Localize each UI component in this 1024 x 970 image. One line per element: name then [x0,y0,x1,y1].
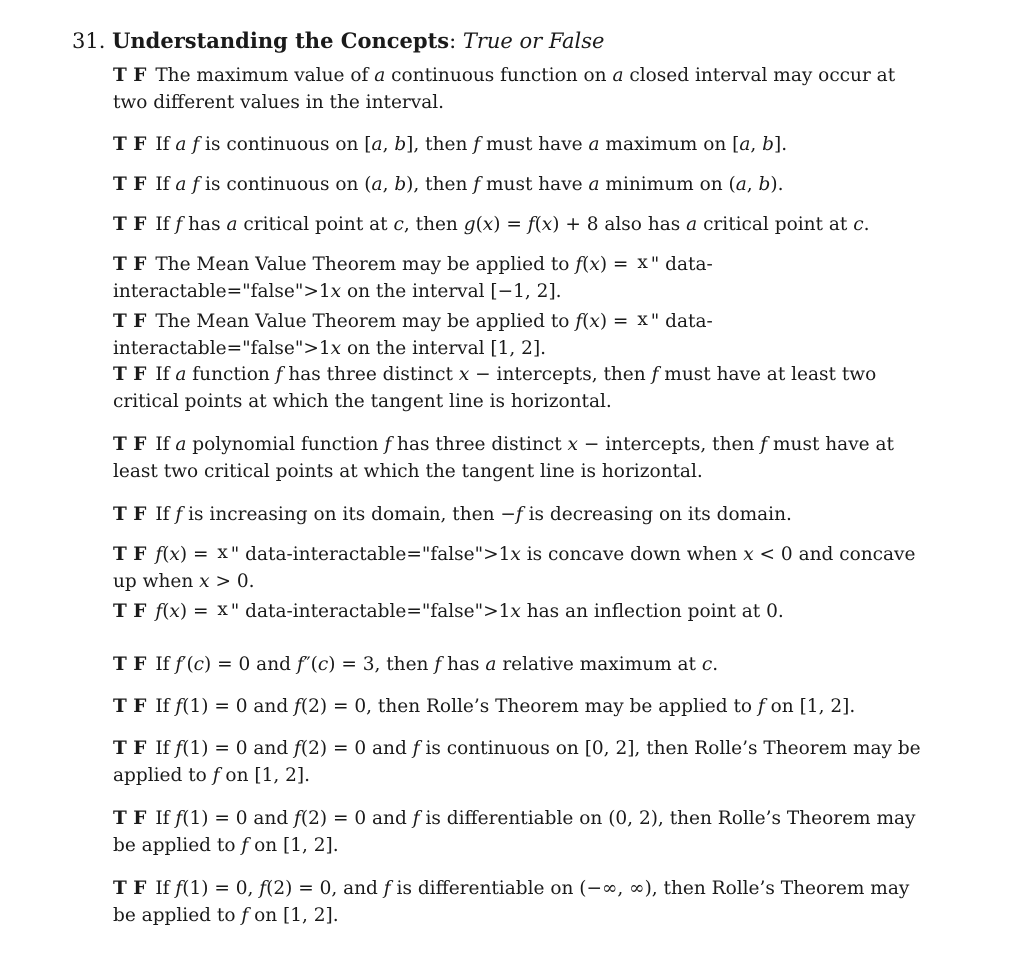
statement-text: f(x) = x " data-interactable="false">1x has an inflection point at 0. [155,598,784,622]
statement-text: If f(1) = 0, f(2) = 0, and f is differentiable on (−∞, ∞), then Rolle’s Theorem may be applied to f on [1, 2]. [113,878,910,926]
true-false-label[interactable]: T F [113,364,147,385]
true-false-label[interactable]: T F [113,738,147,759]
statement-text: If f has a critical point at c, then g(x) = f(x) + 8 also has a critical point at c. [155,214,870,235]
statement-item [113,805,933,859]
statement-text: If a polynomial function f has three distinct x − intercepts, then f must have at least two critical points at which the tangent line is horizontal. [113,434,894,482]
problem-subtitle: True or False [462,29,605,53]
statement-item [113,693,933,720]
problem-title: Understanding the Concepts [112,28,450,53]
statement-item [113,651,933,678]
fraction-one-over-<span class=: x [637,308,648,330]
true-false-label[interactable]: T F [113,214,147,235]
statement-item [113,501,933,528]
statement-item [113,131,933,158]
true-false-label[interactable]: T F [113,311,147,332]
true-false-label[interactable]: T F [113,654,147,675]
statement-item [113,308,933,362]
statement-text: If f(1) = 0 and f(2) = 0 and f is differentiable on (0, 2), then Rolle’s Theorem may be applied to f on [1, 2]. [113,808,916,856]
true-false-label[interactable]: T F [113,504,147,525]
statement-text: f(x) = x " data-interactable="false">1x is concave down when x < 0 and concave up when x > 0. [113,541,916,592]
problem-header [72,27,604,55]
statement-text: If f′(c) = 0 and f″(c) = 3, then f has a relative maximum at c. [155,654,719,675]
statement-item [113,171,933,198]
statement-item [113,211,933,238]
true-false-label[interactable]: T F [113,808,147,829]
fraction-one-over-<span class=: x [217,541,228,563]
statement-text: If f(1) = 0 and f(2) = 0 and f is continuous on [0, 2], then Rolle’s Theorem may be applied to f on [1, 2]. [113,738,921,786]
true-false-label[interactable]: T F [113,601,147,622]
true-false-label[interactable]: T F [113,878,147,899]
statement-item [113,251,933,305]
statement-item [113,598,933,625]
true-false-label[interactable]: T F [113,65,147,86]
statement-item [113,431,933,485]
statement-item [113,361,933,415]
statement-text: If a function f has three distinct x − intercepts, then f must have at least two critical points at which the tangent line is horizontal. [113,364,877,412]
statement-text: The Mean Value Theorem may be applied to f(x) = x " data-interactable="false">1x on the interval [−1, 2]. [113,251,713,302]
problem-number: 31. [72,29,106,53]
true-false-label[interactable]: T F [113,254,147,275]
true-false-label[interactable]: T F [113,174,147,195]
title-colon: : [449,29,457,53]
fraction-one-over-<span class=: x [637,251,648,273]
statement-text: If a f is continuous on (a, b), then f must have a minimum on (a, b). [155,174,784,195]
true-false-label[interactable]: T F [113,696,147,717]
true-false-label[interactable]: T F [113,544,147,565]
true-false-label[interactable]: T F [113,134,147,155]
statement-item [113,541,933,595]
statement-item [113,875,933,929]
statement-text: The Mean Value Theorem may be applied to f(x) = x " data-interactable="false">1x on the interval [1, 2]. [113,308,713,359]
statement-text: If f(1) = 0 and f(2) = 0, then Rolle’s Theorem may be applied to f on [1, 2]. [155,696,856,717]
statement-text: If f is increasing on its domain, then −f is decreasing on its domain. [155,504,792,525]
statement-item [113,735,933,789]
statement-item [113,62,933,116]
true-false-label[interactable]: T F [113,434,147,455]
statement-text: The maximum value of a continuous function on a closed interval may occur at two different values in the interval. [113,65,896,113]
statement-text: If a f is continuous on [a, b], then f must have a maximum on [a, b]. [155,134,788,155]
fraction-one-over-<span class=: x [217,598,228,620]
